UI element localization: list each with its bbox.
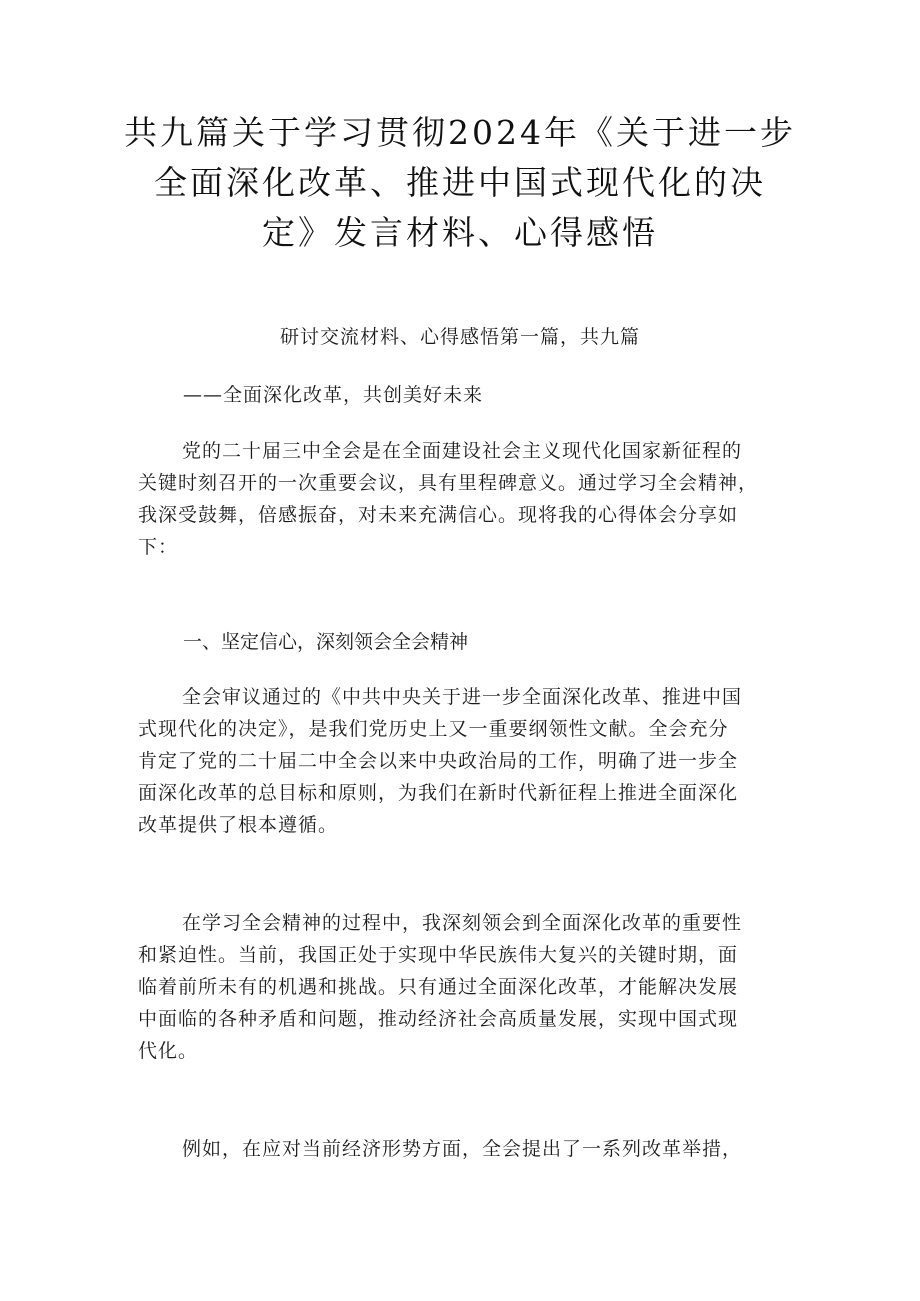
paragraph-line: 在学习全会精神的过程中，我深刻领会到全面深化改革的重要性 xyxy=(182,912,743,934)
paragraph-line: 我深受鼓舞，倍感振奋，对未来充满信心。现将我的心得体会分享如 xyxy=(138,504,739,526)
document-title xyxy=(120,108,800,258)
paragraph-line: 例如，在应对当前经济形势方面，全会提出了一系列改革举措， xyxy=(182,1138,743,1160)
body-paragraph-2 xyxy=(138,907,788,1067)
paragraph-line: 临着前所未有的机遇和挑战。只有通过全面深化改革，才能解决发展 xyxy=(138,976,739,998)
paragraph-line: 党的二十届三中全会是在全面建设社会主义现代化国家新征程的 xyxy=(182,440,743,462)
section-heading: 一、坚定信心，深刻领会全会精神 xyxy=(183,631,469,653)
paragraph-line: 式现代化的决定》，是我们党历史上又一重要纲领性文献。全会充分 xyxy=(138,718,729,740)
body-paragraph-3 xyxy=(138,1133,788,1165)
paragraph-line: 面深化改革的总目标和原则，为我们在新时代新征程上推进全面深化 xyxy=(138,782,739,804)
paragraph-line: 和紧迫性。当前，我国正处于实现中华民族伟大复兴的关键时期，面 xyxy=(138,944,739,966)
body-paragraph-1 xyxy=(138,681,788,841)
title-line: 定》发言材料、心得感悟 xyxy=(262,213,658,252)
document-tagline: ——全面深化改革，共创美好未来 xyxy=(183,384,484,406)
paragraph-line: 改革提供了根本遵循。 xyxy=(138,814,339,836)
title-line: 全面深化改革、推进中国式现代化的决 xyxy=(154,163,766,202)
title-line: 共九篇关于学习贯彻2024年《关于进一步 xyxy=(124,113,796,152)
paragraph-line: 全会审议通过的《中共中央关于进一步全面深化改革、推进中国 xyxy=(182,686,743,708)
paragraph-line: 下： xyxy=(138,536,179,558)
document-subtitle: 研讨交流材料、心得感悟第一篇，共九篇 xyxy=(279,326,640,348)
paragraph-line: 代化。 xyxy=(138,1040,199,1062)
paragraph-line: 中面临的各种矛盾和问题，推动经济社会高质量发展，实现中国式现 xyxy=(138,1008,739,1030)
paragraph-line: 关键时刻召开的一次重要会议，具有里程碑意义。通过学习全会精神， xyxy=(138,472,759,494)
paragraph-line: 肯定了党的二十届二中全会以来中央政治局的工作，明确了进一步全 xyxy=(138,750,739,772)
intro-paragraph xyxy=(138,435,788,563)
